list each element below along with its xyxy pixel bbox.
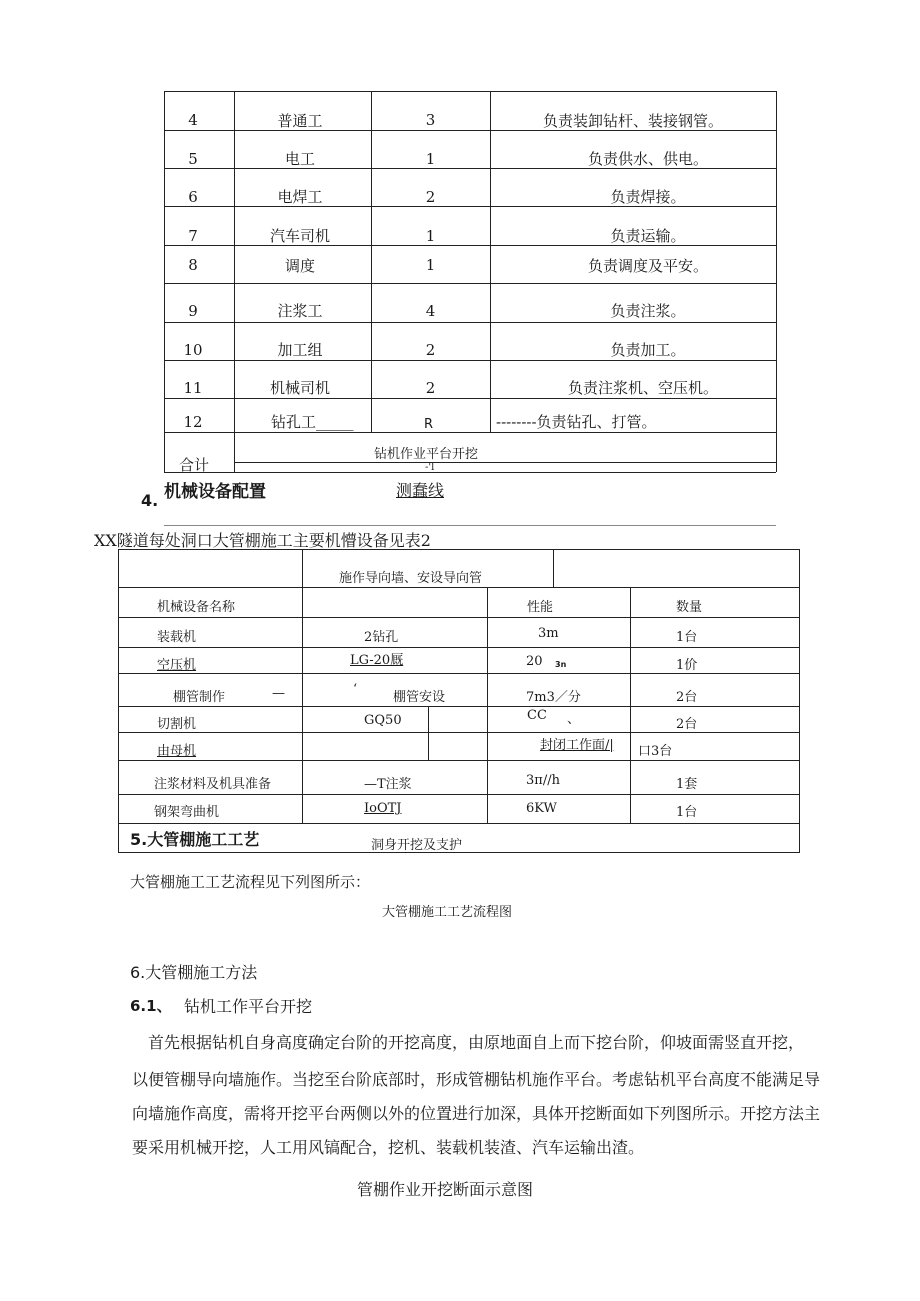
staff-row-no: 11 (183, 379, 203, 397)
staff-row-role: 电工 (284, 150, 315, 168)
staff-row-no: 8 (188, 256, 198, 274)
staff-row-no: 12 (183, 413, 203, 431)
staff-row-duty: 负责供水、供电。 (587, 150, 708, 168)
paragraph-line: 要采用机械开挖，人工用风镐配合，挖机、装载机装渣、汽车运输出渣。 (132, 1138, 645, 1157)
staff-row-count: 1 (425, 150, 436, 168)
staff-row-role: 钻孔工_____ (271, 413, 354, 431)
staff-row-duty: 负责加工。 (610, 341, 686, 359)
staff-row-no: 5 (188, 150, 198, 168)
equipment-row-spec-sub: 3n (555, 660, 567, 669)
staff-total-label: 合计 (179, 456, 210, 474)
equipment-row-name: 装载机 (157, 630, 197, 645)
staff-row-duty: 负责调度及平安。 (587, 257, 708, 275)
staff-row-duty: 负责焊接。 (610, 188, 686, 206)
figure-caption: 管棚作业开挖断面示意图 (357, 1180, 534, 1199)
equipment-row-spec-mark: 、 (567, 712, 581, 727)
staff-row-duty: 负责注浆机、空压机。 (567, 379, 718, 397)
equipment-row-name: 切割机 (157, 717, 197, 732)
staff-row-count: 4 (425, 302, 436, 320)
equipment-row-model: IoOTJ (364, 801, 402, 816)
equipment-header-name: 机械设备名称 (157, 600, 236, 615)
staff-row-count: 1 (425, 256, 436, 274)
staff-row-no: 4 (188, 111, 198, 129)
section-6-title: 6.大管棚施工方法 (130, 963, 258, 982)
staff-row-duty: 负责运输。 (610, 227, 686, 245)
equipment-row-model: LG-20厩 (350, 653, 404, 668)
staff-row-count: 2 (425, 188, 436, 206)
equipment-row-spec: 7m3／分 (526, 690, 581, 705)
staff-total-overlay-text: 钻机作业平台开挖 (374, 447, 479, 462)
section-4-title: 机械设备配置 (164, 482, 266, 502)
staff-row-role: 汽车司机 (269, 227, 330, 245)
staff-row-duty: --------负责钻孔、打管。 (496, 413, 657, 431)
section-6-1-title: 钻机工作平台开挖 (184, 997, 313, 1016)
staff-row-duty: 负责装卸钻杆、装接钢管。 (542, 112, 723, 130)
paragraph-line: 以便管棚导向墙施作。当挖至台阶底部时，形成管棚钻机施作平台。考虑钻机平台高度不能满足导 (132, 1070, 821, 1089)
equipment-last-row-text: 洞身开挖及支护 (371, 838, 463, 853)
equipment-row-qty: 2台 (676, 717, 698, 732)
staff-row-no: 6 (188, 188, 198, 206)
equipment-header-spec: 性能 (527, 600, 554, 615)
equipment-row-name: 钢架弯曲机 (154, 805, 220, 820)
section-5-title: 5.大管棚施工工艺 (130, 830, 260, 849)
equipment-row-name: 由母机 (157, 744, 197, 759)
section-6-1-number: 6.1、 (130, 997, 172, 1015)
section-4-side-text: 测蠢线 (396, 481, 445, 500)
equipment-row-name: 注浆材料及机具准备 (154, 777, 272, 792)
equipment-row-qty: 2台 (676, 690, 698, 705)
equipment-row-spec: 封闭工作面/| (540, 738, 614, 753)
staff-row-no: 7 (188, 227, 198, 245)
paragraph-line: 向墙施作高度，需将开挖平台两侧以外的位置进行加深，具体开挖断面如下列图所示。开挖方法主 (132, 1104, 821, 1123)
staff-total-mark: -'l (425, 462, 435, 473)
equipment-row-model: —T注浆 (364, 777, 412, 792)
equipment-row-qty: 1台 (676, 630, 698, 645)
equipment-row0-text: 施作导向墙、安设导向管 (339, 571, 483, 586)
staff-row-role: 普通工 (277, 112, 323, 130)
equipment-row-spec: 3π//h (526, 773, 560, 788)
equipment-header-qty: 数量 (676, 600, 703, 615)
equipment-row-model: GQ50 (364, 713, 402, 728)
staff-row-role: 注浆工 (277, 302, 323, 320)
staff-row-role: 调度 (284, 257, 315, 275)
equipment-row-dash: — (272, 686, 285, 701)
equipment-row-name: 空压机 (157, 658, 197, 673)
flow-caption: 大管棚施工工艺流程图 (382, 905, 513, 920)
staff-row-no: 9 (188, 302, 198, 320)
equipment-row-spec: 3m (538, 626, 559, 641)
section-4-number: 4. (141, 491, 159, 510)
staff-row-no: 10 (183, 341, 203, 359)
equipment-caption: XX隧道每处洞口大管棚施工主要机懵设备见表2 (94, 531, 431, 550)
equipment-row-qty: 1台 (676, 805, 698, 820)
equipment-row-spec: 6KW (526, 801, 557, 816)
staff-row-duty: 负责注浆。 (610, 302, 686, 320)
staff-row-count: 3 (425, 111, 436, 129)
equipment-row-name: 棚管制作 (173, 690, 226, 705)
equipment-row-spec: CC (527, 708, 547, 723)
equipment-row-qty: 口3台 (638, 744, 673, 759)
equipment-row-model: 2钻孔 (364, 630, 399, 645)
flow-intro: 大管棚施工工艺流程见下列图所示： (130, 873, 371, 891)
equipment-row-tick: ‘ (353, 682, 358, 697)
equipment-row-qty: 1价 (676, 658, 698, 673)
staff-row-count: 1 (425, 227, 436, 245)
staff-row-role: 电焊工 (277, 188, 323, 206)
equipment-row-qty: 1套 (676, 777, 698, 792)
staff-row-count: 2 (425, 379, 436, 397)
staff-row-count: 2 (425, 341, 436, 359)
paragraph-line: 首先根据钻机自身高度确定台阶的开挖高度，由原地面自上而下挖台阶，仰坡面需竖直开挖， (148, 1033, 805, 1052)
staff-row-count: R (424, 417, 434, 432)
equipment-row-model: 棚管安设 (393, 690, 446, 705)
equipment-row-spec: 20 (526, 654, 543, 669)
staff-row-role: 机械司机 (269, 379, 330, 397)
staff-row-role: 加工组 (277, 341, 323, 359)
